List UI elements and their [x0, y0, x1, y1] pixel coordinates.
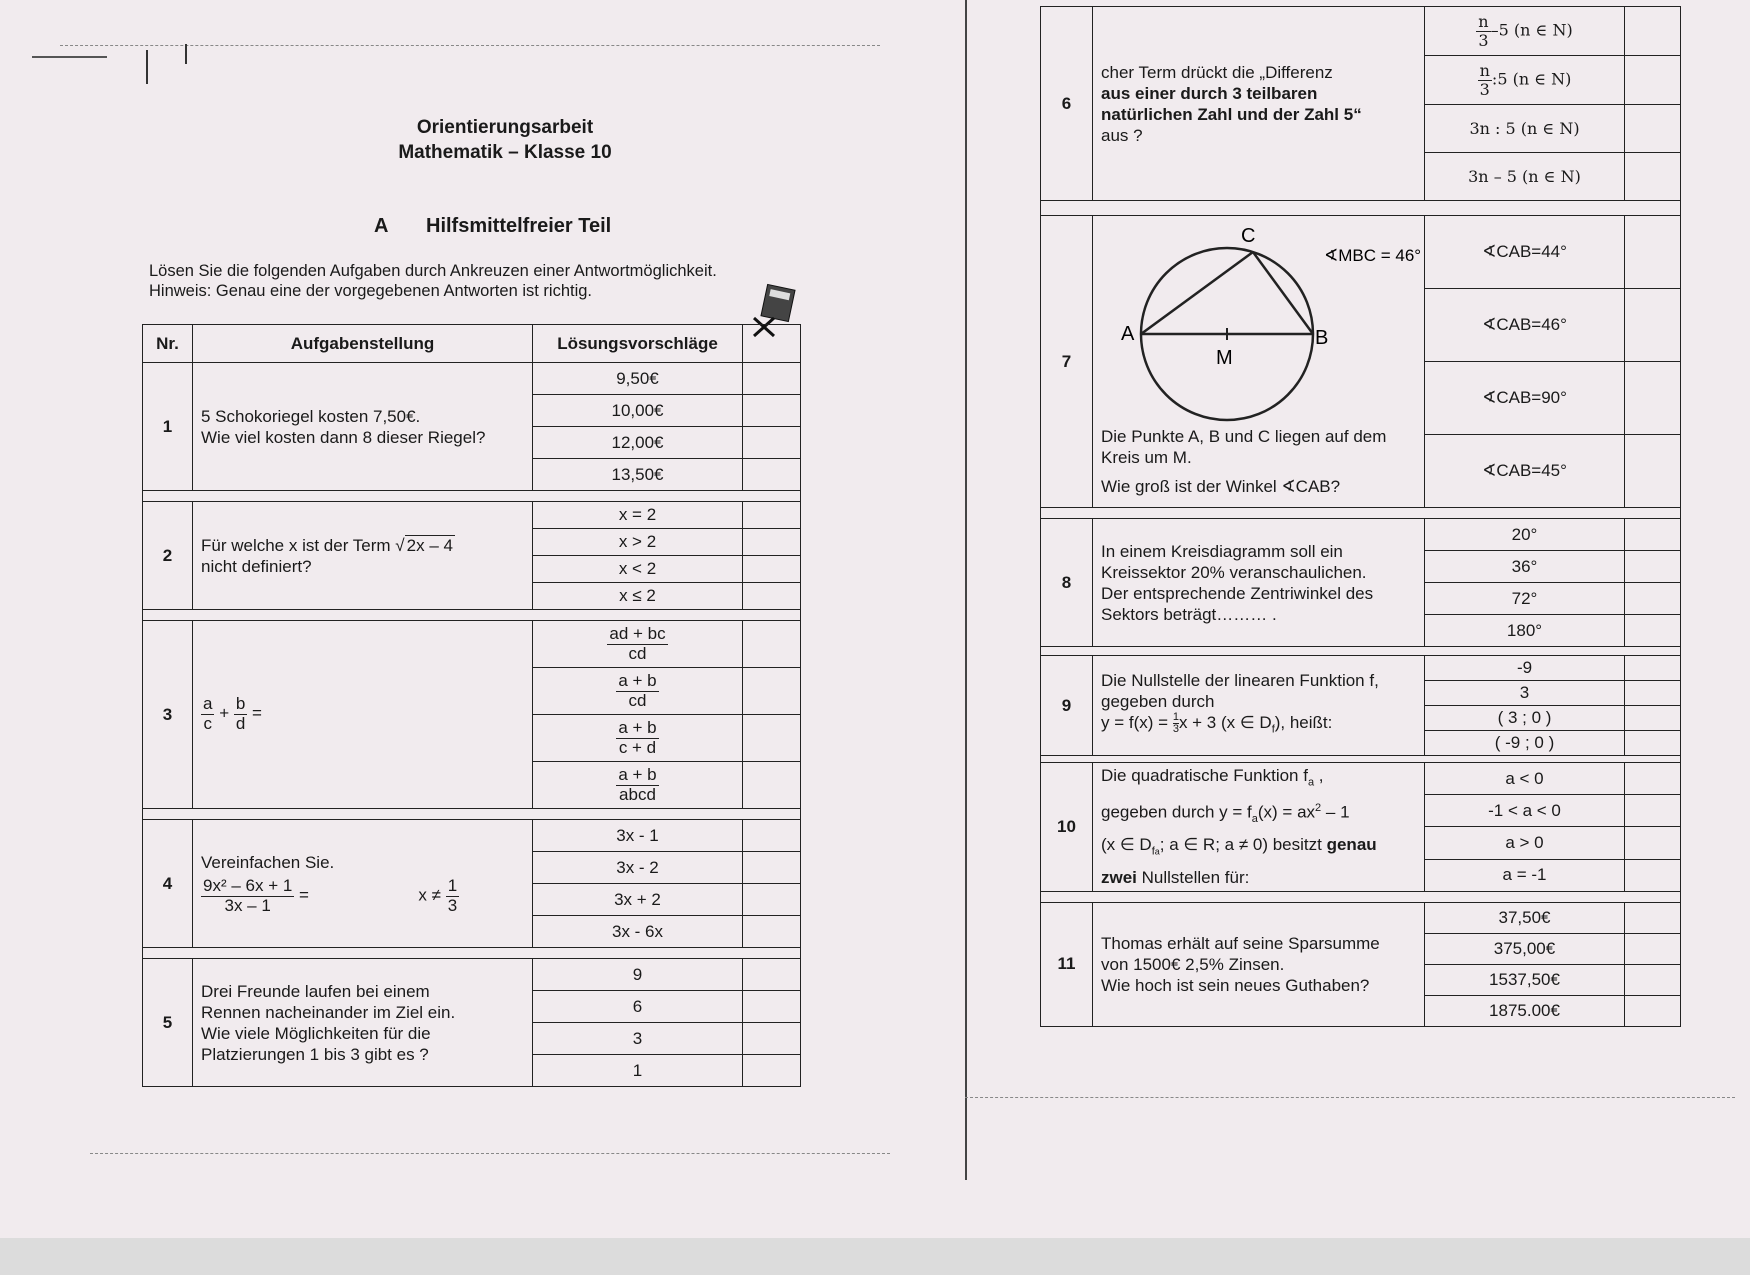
denominator: 3x – 1 — [224, 895, 271, 915]
answer-checkbox[interactable] — [743, 1055, 801, 1087]
scan-mark — [185, 44, 187, 64]
answer-option: 1 — [533, 1055, 743, 1087]
answer-option: ∢CAB=46° — [1425, 289, 1625, 362]
chord-ac — [1141, 252, 1253, 334]
answer-checkbox[interactable] — [1625, 7, 1681, 56]
question-line: 5 Schokoriegel kosten 7,50€. — [201, 406, 421, 426]
task-number: 11 — [1041, 902, 1093, 1026]
fraction — [234, 695, 247, 733]
title-line-1: Orientierungsarbeit — [416, 117, 594, 138]
denominator: cd — [628, 643, 647, 663]
text-part: Nullstellen für: — [1136, 867, 1250, 887]
answer-checkbox[interactable] — [1625, 995, 1681, 1026]
answer-checkbox[interactable] — [1625, 362, 1681, 435]
fraction — [616, 766, 658, 804]
answer-checkbox[interactable] — [1625, 216, 1681, 289]
question-text: Für welche x ist der Term — [201, 535, 391, 555]
subscript: a — [1251, 813, 1258, 826]
table-header-row — [143, 325, 801, 363]
condition: x ≠ — [418, 885, 441, 905]
answer-checkbox[interactable] — [1625, 153, 1681, 201]
answer-option: 10,00€ — [533, 395, 743, 427]
fraction — [201, 877, 294, 915]
task-3-row — [143, 621, 801, 668]
numerator: 1 — [447, 875, 458, 895]
question-line — [1101, 832, 1416, 864]
answer-option: 9,50€ — [533, 363, 743, 395]
answer-option: x > 2 — [533, 529, 743, 556]
answer-checkbox[interactable] — [1625, 56, 1681, 105]
row-separator — [143, 491, 801, 502]
scanner-border — [0, 1238, 1750, 1275]
numerator: a — [203, 694, 213, 714]
fraction — [1478, 62, 1492, 98]
task-question — [1093, 519, 1425, 647]
answer-option: 3 — [533, 1023, 743, 1055]
answer-option: ∢CAB=44° — [1425, 216, 1625, 289]
question-line: Rennen nacheinander im Ziel ein. — [201, 1002, 456, 1022]
answer-checkbox[interactable] — [743, 820, 801, 852]
answer-option: x ≤ 2 — [533, 583, 743, 610]
answer-option — [533, 715, 743, 762]
task-question — [1093, 7, 1425, 201]
task-1-row — [143, 363, 801, 395]
label-a: A — [1121, 323, 1135, 345]
question-formula: $\frac{\text{9x² – 6x + 1}}{3x - 1}$ = x ≠ $\frac{1}{3}$ — [203, 875, 458, 915]
option-rest: :5 (n ∈ N) — [1491, 69, 1572, 89]
answer-checkbox[interactable] — [743, 991, 801, 1023]
fraction — [616, 672, 658, 710]
question-line: natürlichen Zahl und der Zahl 5“ — [1101, 104, 1362, 124]
text-part: Die quadratische Funktion f — [1101, 766, 1308, 785]
option-rest: –5 (n ∈ N) — [1490, 20, 1573, 40]
sqrt-term: 2x – 4 — [406, 535, 453, 555]
question-line: Vereinfachen Sie. — [201, 852, 335, 872]
question-line: Wie viele Möglichkeiten für die — [201, 1023, 431, 1043]
section-title: Hilfsmittelfreier Teil — [426, 215, 612, 237]
answer-option: 3x - 1 — [533, 820, 743, 852]
fraction — [1476, 13, 1490, 49]
task-8-row — [1041, 519, 1681, 551]
denominator: cd — [628, 690, 647, 710]
scan-dash-line — [90, 1153, 890, 1154]
text-part: gegeben durch y = f — [1101, 803, 1252, 823]
task-number: 9 — [1041, 656, 1093, 756]
task-question: $\frac{a}{c}$ + $\frac{b}{d}$ = — [193, 621, 533, 809]
text-part: (x ∈ D — [1101, 835, 1152, 855]
subscript: a — [1307, 776, 1315, 789]
answer-checkbox[interactable] — [1625, 964, 1681, 995]
answer-checkbox[interactable] — [1625, 615, 1681, 647]
row-separator — [143, 610, 801, 621]
answer-option: -1 < a < 0 — [1425, 795, 1625, 827]
answer-checkbox[interactable] — [1625, 933, 1681, 964]
answer-checkbox[interactable] — [1625, 105, 1681, 153]
question-line: gegeben durch — [1101, 692, 1215, 712]
text-part: , — [1314, 766, 1324, 785]
answer-checkbox[interactable] — [1625, 656, 1681, 681]
answer-option: -9 — [1425, 656, 1625, 681]
answer-option: a = -1 — [1425, 859, 1625, 891]
task-11-row — [1041, 902, 1681, 933]
answer-checkbox[interactable] — [1625, 706, 1681, 731]
answer-checkbox[interactable] — [1625, 435, 1681, 508]
answer-checkbox[interactable] — [743, 916, 801, 948]
answer-checkbox[interactable] — [743, 459, 801, 491]
task-number: 2 — [143, 502, 193, 610]
question-line: Kreis um M. — [1101, 448, 1192, 467]
label-m: M — [1216, 347, 1233, 369]
answer-option: x = 2 — [533, 502, 743, 529]
fraction — [446, 877, 459, 915]
row-separator — [1041, 647, 1681, 656]
answer-option: 375,00€ — [1425, 933, 1625, 964]
task-number: 6 — [1041, 7, 1093, 201]
answer-option: ∢CAB=90° — [1425, 362, 1625, 435]
task-question — [193, 820, 533, 948]
question-line: Kreissektor 20% veranschaulichen. — [1101, 562, 1367, 582]
answer-option: ( 3 ; 0 ) — [1425, 706, 1625, 731]
tasks-table-left — [142, 324, 801, 1087]
question-line: Platzierungen 1 bis 3 gibt es ? — [201, 1044, 429, 1064]
answer-checkbox[interactable] — [743, 363, 801, 395]
denominator: 3 — [1172, 723, 1179, 736]
answer-checkbox[interactable] — [743, 762, 801, 809]
doc-title — [330, 115, 680, 165]
answer-checkbox[interactable] — [743, 395, 801, 427]
title-line-2: Mathematik – Klasse 10 — [398, 142, 612, 163]
task-2-row — [143, 502, 801, 529]
question-line: aus einer durch 3 teilbaren — [1101, 83, 1318, 103]
task-question — [1093, 902, 1425, 1026]
answer-checkbox[interactable] — [1625, 583, 1681, 615]
question-line: aus ? — [1101, 125, 1143, 145]
task-4-row — [143, 820, 801, 852]
question-line — [1101, 763, 1416, 795]
question-line: Der entsprechende Zentriwinkel des — [1101, 583, 1374, 603]
header-task: Aufgabenstellung — [193, 325, 533, 363]
numerator: n — [1479, 60, 1490, 80]
question-line: Drei Freunde laufen bei einem — [201, 981, 430, 1001]
row-separator — [1041, 508, 1681, 519]
hint-text: Hinweis: Genau eine der vorgegebenen Antworten ist richtig. — [149, 282, 593, 300]
answer-checkbox[interactable] — [1625, 859, 1681, 891]
question-line: Thomas erhält auf seine Sparsumme — [1101, 933, 1380, 953]
question-line: Die Nullstelle der linearen Funktion f, — [1101, 671, 1379, 691]
answer-option: 72° — [1425, 583, 1625, 615]
fraction — [607, 625, 667, 663]
question-line: Für welche x ist der Term √ 2x – 4 — [201, 535, 453, 555]
answer-option — [1425, 56, 1625, 105]
row-separator — [1041, 756, 1681, 763]
question-line: Sektors beträgt……… . — [1101, 604, 1277, 624]
denominator: 3 — [1479, 79, 1490, 99]
instruction-text: Lösen Sie die folgenden Aufgaben durch Ankreuzen einer Antwortmöglichkeit. — [149, 262, 717, 280]
task-number: 3 — [143, 621, 193, 809]
answer-option: ( -9 ; 0 ) — [1425, 731, 1625, 756]
answer-option: 13,50€ — [533, 459, 743, 491]
text-part: (x) = ax — [1257, 803, 1316, 823]
bold-text: genau — [1326, 835, 1377, 855]
instructions — [149, 261, 717, 301]
answer-checkbox[interactable] — [743, 884, 801, 916]
answer-option: 6 — [533, 991, 743, 1023]
answer-option: 3x - 2 — [533, 852, 743, 884]
question-line: nicht definiert? — [201, 556, 312, 576]
task-6-row — [1041, 7, 1681, 56]
answer-option — [533, 668, 743, 715]
numerator: n — [1478, 11, 1489, 31]
answer-option: 36° — [1425, 551, 1625, 583]
answer-checkbox[interactable] — [743, 852, 801, 884]
right-page — [967, 0, 1750, 1275]
answer-option: 3x + 2 — [533, 884, 743, 916]
formula-part: ), heißt: — [1274, 713, 1333, 733]
task-question — [1093, 656, 1425, 756]
question-line — [1101, 865, 1416, 891]
answer-checkbox[interactable] — [1625, 519, 1681, 551]
given-angle: ∢MBC = 46° — [1324, 246, 1422, 265]
scan-dash-line — [60, 45, 880, 46]
answer-option: 9 — [533, 959, 743, 991]
answer-checkbox[interactable] — [1625, 551, 1681, 583]
answer-checkbox[interactable] — [1625, 902, 1681, 933]
question-line — [1101, 795, 1416, 832]
answer-checkbox[interactable] — [1625, 795, 1681, 827]
answer-checkbox[interactable] — [743, 427, 801, 459]
answer-checkbox[interactable] — [743, 556, 801, 583]
formula-part: y = f(x) = — [1101, 713, 1169, 733]
task-question — [1093, 763, 1425, 892]
denominator: 3 — [1478, 30, 1489, 50]
task-question — [1093, 216, 1425, 508]
task-number: 5 — [143, 959, 193, 1087]
answer-checkbox[interactable] — [1625, 763, 1681, 795]
denominator: c — [203, 714, 212, 733]
text-part: – 1 — [1321, 803, 1350, 823]
answer-checkbox[interactable] — [743, 502, 801, 529]
task-question — [193, 959, 533, 1087]
section-letter: A — [374, 215, 389, 237]
row-separator — [143, 809, 801, 820]
answer-option: 3n – 5 (n ∈ N) — [1425, 153, 1625, 201]
question-line: cher Term drückt die „Differenz — [1101, 62, 1333, 82]
label-b: B — [1315, 327, 1329, 349]
header-nr: Nr. — [143, 325, 193, 363]
answer-checkbox[interactable] — [1625, 731, 1681, 756]
answer-option — [533, 762, 743, 809]
fraction — [201, 695, 214, 733]
answer-option: 3 — [1425, 681, 1625, 706]
answer-checkbox[interactable] — [743, 959, 801, 991]
answer-option: 1537,50€ — [1425, 964, 1625, 995]
answer-option — [1425, 7, 1625, 56]
header-checkbox — [743, 325, 801, 363]
answer-checkbox[interactable] — [743, 715, 801, 762]
answer-option: 20° — [1425, 519, 1625, 551]
answer-checkbox[interactable] — [743, 621, 801, 668]
numerator: b — [235, 694, 246, 714]
subscript: f — [1271, 723, 1275, 736]
answer-checkbox[interactable] — [743, 583, 801, 610]
question-formula — [1101, 712, 1416, 740]
task-7-row — [1041, 216, 1681, 289]
answer-checkbox[interactable] — [1625, 681, 1681, 706]
task-number: 4 — [143, 820, 193, 948]
label-c: C — [1241, 225, 1256, 247]
numerator: 9x² – 6x + 1 — [203, 875, 293, 895]
row-separator — [1041, 201, 1681, 216]
numerator: 1 — [1172, 711, 1179, 724]
denominator: d — [235, 714, 246, 733]
task-10-row — [1041, 763, 1681, 795]
question-line: von 1500€ 2,5% Zinsen. — [1101, 954, 1285, 974]
answer-option: x < 2 — [533, 556, 743, 583]
answer-option: 12,00€ — [533, 427, 743, 459]
answer-option: 180° — [1425, 615, 1625, 647]
row-separator — [143, 948, 801, 959]
row-separator — [1041, 891, 1681, 902]
section-heading — [374, 215, 611, 238]
fraction — [616, 719, 658, 757]
task-number: 8 — [1041, 519, 1093, 647]
task-question — [193, 502, 533, 610]
question-line: Wie groß ist der Winkel ∢CAB? — [1101, 477, 1341, 496]
header-options: Lösungsvorschläge — [533, 325, 743, 363]
answer-option: a > 0 — [1425, 827, 1625, 859]
question-line: Die Punkte A, B und C liegen auf dem — [1101, 427, 1387, 446]
numerator: a + b — [618, 764, 657, 784]
denominator: c + d — [618, 737, 657, 757]
scan-dash-line — [965, 1097, 1735, 1098]
bold-text: zwei — [1101, 867, 1137, 887]
answer-option — [533, 621, 743, 668]
answer-option: 3x - 6x — [533, 916, 743, 948]
subscript: a — [1154, 846, 1160, 857]
numerator: a + b — [618, 717, 657, 737]
task-number: 7 — [1041, 216, 1093, 508]
answer-checkbox[interactable] — [743, 529, 801, 556]
answer-option: ∢CAB=45° — [1425, 435, 1625, 508]
question-line: In einem Kreisdiagramm soll ein — [1101, 541, 1343, 561]
denominator: abcd — [619, 784, 656, 804]
circle-diagram — [1101, 216, 1422, 426]
scan-mark — [146, 50, 148, 84]
numerator: a + b — [618, 670, 657, 690]
scan-mark — [32, 56, 107, 58]
task-9-row — [1041, 656, 1681, 681]
answer-checkbox[interactable] — [743, 1023, 801, 1055]
answer-checkbox[interactable] — [743, 668, 801, 715]
formula-part: x + 3 (x ∈ D — [1178, 713, 1272, 733]
task-number: 10 — [1041, 763, 1093, 892]
subscript: f — [1151, 845, 1155, 858]
task-question — [193, 363, 533, 491]
answer-option: 37,50€ — [1425, 902, 1625, 933]
question-line: Wie viel kosten dann 8 dieser Riegel? — [201, 427, 486, 447]
task-number: 1 — [143, 363, 193, 491]
answer-option: a < 0 — [1425, 763, 1625, 795]
answer-option: 1875.00€ — [1425, 995, 1625, 1026]
question-line: Wie hoch ist sein neues Guthaben? — [1101, 975, 1370, 995]
numerator: ad + bc — [609, 623, 666, 643]
tasks-table-right — [1040, 6, 1681, 1027]
superscript: 2 — [1315, 802, 1322, 815]
answer-checkbox[interactable] — [1625, 827, 1681, 859]
denominator: 3 — [447, 895, 458, 915]
answer-option: 3n : 5 (n ∈ N) — [1425, 105, 1625, 153]
text-part: ; a ∈ R; a ≠ 0) besitzt — [1159, 835, 1327, 855]
task-5-row — [143, 959, 801, 991]
answer-checkbox[interactable] — [1625, 289, 1681, 362]
